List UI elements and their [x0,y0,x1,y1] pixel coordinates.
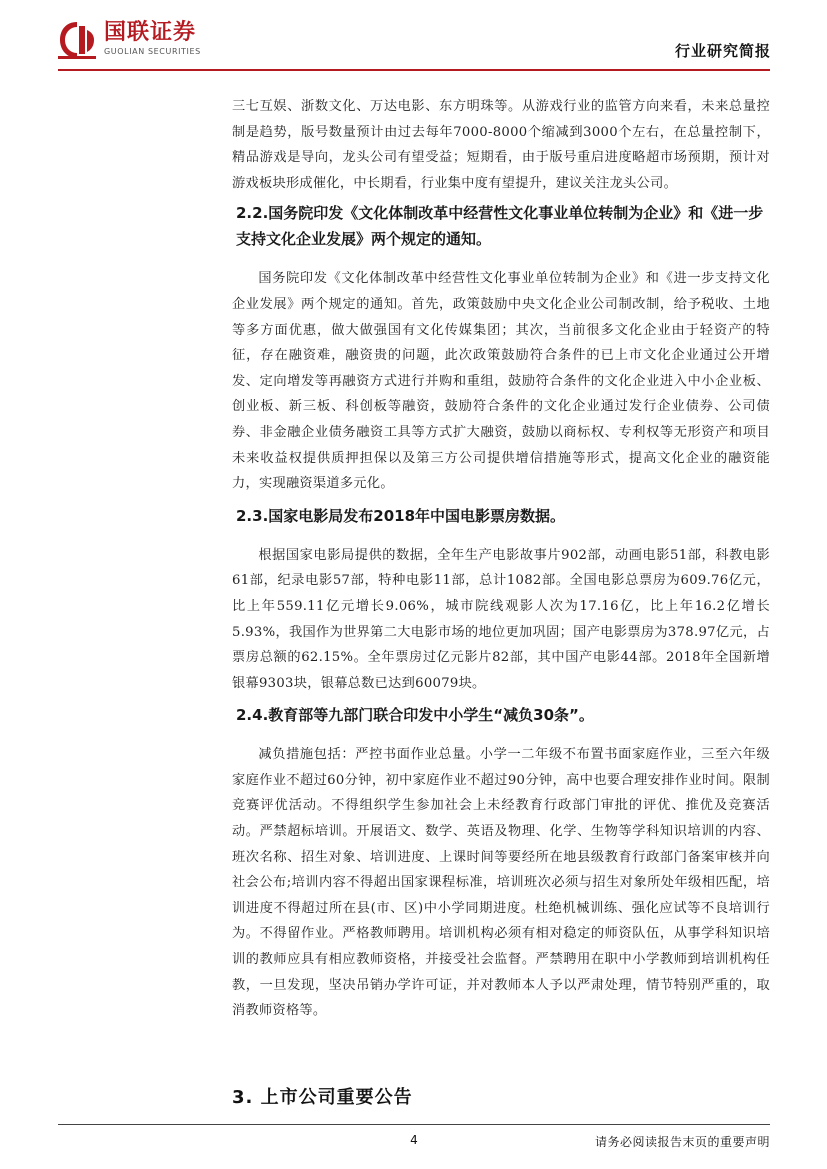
footer-divider [58,1124,770,1125]
page-number: 4 [410,1133,418,1147]
page-header [0,0,827,80]
section-2-3-heading: 2.3.国家电影局发布2018年中国电影票房数据。 [236,506,566,525]
section-2-4-paragraph: 减负措施包括：严控书面作业总量。小学一二年级不布置书面家庭作业，三至六年级家庭作业不超过60分钟，初中家庭作业不超过90分钟，高中也要合理安排作业时间。限制竞赛评优活动。不得组织学生参加社会上未经教育行政部门审批的评优、推优及竞赛活动。严禁超标培训。开展语文、数学、英语及物理、化学、生物等学科知识培训的内容、班次名称、招生对象、培训进度、上课时间等要经所在地县级教育行政部门备案审核并向社会公布;培训内容不得超出国家课程标准，培训班次必须与招生对象所处年级相匹配，培训进度不得超过所在县(市、区)中小学同期进度。杜绝机械训练、强化应试等不良培训行为。不得留作业。严格教师聘用。培训机构必须有相对稳定的师资队伍，从事学科知识培训的教师应具有相应教师资格，并接受社会监督。严禁聘用在职中小学教师到培训机构任教，一旦发现，坚决吊销办学许可证，并对教师本人予以严肃处理，情节特别严重的，取消教师资格等。 [232,747,770,1019]
logo-text-cn: 国联证券 [104,20,197,45]
header-divider [58,69,770,71]
section-2-2-paragraph: 国务院印发《文化体制改革中经营性文化事业单位转制为企业》和《进一步支持文化企业发展》两个规定的通知。首先，政策鼓励中央文化企业公司制改制，给予税收、土地等多方面优惠，做大做强国有文化传媒集团；其次，当前很多文化企业由于轻资产的特征，存在融资难，融资贵的问题，此次政策鼓励符合条件的已上市文化企业通过公开增发、定向增发等再融资方式进行并购和重组，鼓励符合条件的文化企业进入中小企业板、创业板、新三板、科创板等融资，鼓励符合条件的文化企业通过发行企业债券、公司债券、非金融企业债务融资工具等方式扩大融资，鼓励以商标权、专利权等无形资产和项目未来收益权提供质押担保以及第三方公司提供增信措施等形式，提高文化企业的融资能力，实现融资渠道多元化。 [232,271,770,492]
section-3-heading: 3. 上市公司重要公告 [232,1087,413,1108]
main-content [232,94,770,1024]
logo-text-en: GUOLIAN SECURITIES [104,47,201,56]
intro-paragraph: 三七互娱、浙数文化、万达电影、东方明珠等。从游戏行业的监管方向来看，未来总量控制是趋势，版号数量预计由过去每年7000-8000个缩减到3000个左右，在总量控制下，精品游戏是导向，龙头公司有望受益；短期看，由于版号重启进度略超市场预期，预计对游戏板块形成催化，中长期看，行业集中度有望提升，建议关注龙头公司。 [232,99,770,191]
report-type-label: 行业研究简报 [674,42,771,60]
footer-disclaimer: 请务必阅读报告末页的重要声明 [594,1135,770,1149]
section-2-4-heading: 2.4.教育部等九部门联合印发中小学生“减负30条”。 [236,706,594,725]
guolian-logo-icon [58,20,96,60]
section-2-2-heading: 2.2.国务院印发《文化体制改革中经营性文化事业单位转制为企业》和《进一步支持文化企业发展》两个规定的通知。 [236,204,764,249]
section-2-3-paragraph: 根据国家电影局提供的数据，全年生产电影故事片902部，动画电影51部，科教电影61部，纪录电影57部，特种电影11部，总计1082部。全国电影总票房为609.76亿元，比上年559.11亿元增长9.06%，城市院线观影人次为17.16亿，比上年16.2亿增长5.93%，我国作为世界第二大电影市场的地位更加巩固；国产电影票房为378.97亿元，占票房总额的62.15%。全年票房过亿元影片82部，其中国产电影44部。2018年全国新增银幕9303块，银幕总数已达到60079块。 [232,547,770,691]
